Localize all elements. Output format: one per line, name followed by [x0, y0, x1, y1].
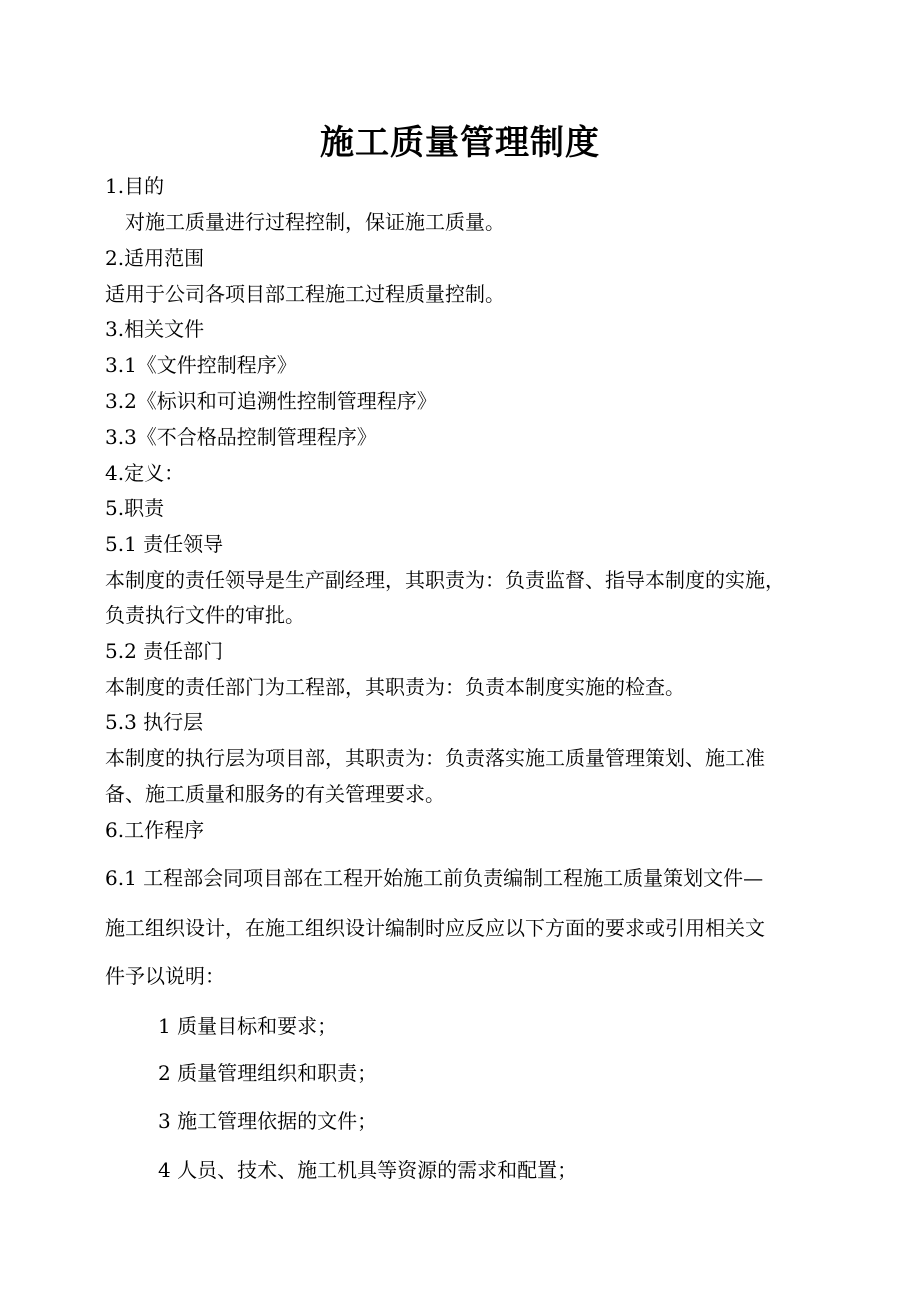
section-3-3: 3.3《不合格品控制管理程序》 [105, 425, 377, 449]
section-6-1-text-line2: 施工组织设计，在施工组织设计编制时应反应以下方面的要求或引用相关文 [105, 916, 765, 940]
section-5-1-text-line2: 负责执行文件的审批。 [105, 603, 305, 627]
section-5-3-heading: 5.3 执行层 [105, 710, 204, 734]
document-title: 施工质量管理制度 [320, 123, 600, 163]
section-6-1-text-line3: 件予以说明： [105, 964, 225, 988]
section-5-1-heading: 5.1 责任领导 [105, 532, 224, 556]
section-5-3-text-line2: 备、施工质量和服务的有关管理要求。 [105, 782, 445, 806]
section-5-3-text-line1: 本制度的执行层为项目部，其职责为：负责落实施工质量管理策划、施工准 [105, 746, 765, 770]
section-2-text: 适用于公司各项目部工程施工过程质量控制。 [105, 282, 505, 306]
section-5-2-heading: 5.2 责任部门 [105, 639, 224, 663]
section-4-heading: 4.定义： [105, 461, 185, 485]
section-6-heading: 6.工作程序 [105, 818, 205, 842]
list-item-4: 4 人员、技术、施工机具等资源的需求和配置； [158, 1158, 578, 1182]
list-item-3: 3 施工管理依据的文件； [158, 1109, 378, 1133]
section-1-heading: 1.目的 [105, 174, 165, 198]
section-5-1-text-line1: 本制度的责任领导是生产副经理，其职责为：负责监督、指导本制度的实施， [105, 568, 785, 592]
section-5-2-text: 本制度的责任部门为工程部，其职责为：负责本制度实施的检查。 [105, 675, 685, 699]
section-3-heading: 3.相关文件 [105, 317, 205, 341]
list-item-2: 2 质量管理组织和职责； [158, 1061, 378, 1085]
section-5-heading: 5.职责 [105, 496, 165, 520]
section-2-heading: 2.适用范围 [105, 246, 205, 270]
section-1-text: 对施工质量进行过程控制，保证施工质量。 [125, 210, 505, 234]
section-3-1: 3.1《文件控制程序》 [105, 353, 297, 377]
list-item-1: 1 质量目标和要求； [158, 1014, 338, 1038]
section-6-1-text-line1: 6.1 工程部会同项目部在工程开始施工前负责编制工程施工质量策划文件— [105, 866, 764, 890]
section-3-2: 3.2《标识和可追溯性控制管理程序》 [105, 389, 437, 413]
